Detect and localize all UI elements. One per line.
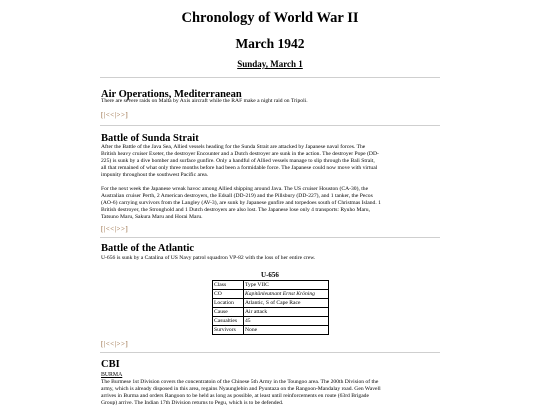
section-heading-atlantic: Battle of the Atlantic — [101, 243, 195, 254]
table-value: 45 — [244, 317, 329, 326]
paragraph-line: For the next week the Japanese wreak havoc among Allied shipping around Java. The US cruiser Houston (CA-30), the — [101, 186, 369, 192]
table-key: CO — [213, 290, 244, 299]
nav-links[interactable] — [101, 225, 128, 233]
section-text-atlantic: U-656 is sunk by a Catalina of US Navy patrol squadron VP-82 with the loss of her entire crew. — [101, 255, 316, 261]
paragraph-line: British heavy cruiser Exeter, the destroyer Encounter and a Dutch destroyer are sunk in the action. The destroyer Pope (DD- — [101, 151, 379, 157]
paragraph-line: The Burmese 1st Division covers the concentratoin of the Chinese 5th Army in the Toungoo area. The 200th Division of the — [101, 379, 379, 385]
table-key: Survivors — [213, 326, 244, 335]
section-heading-mediterranean: Air Operations, Mediterranean — [101, 89, 242, 100]
paragraph-line: army, which is already disposed in this area, regains Nyaunglebin and Pyuntaza on the Rangoon-Mandalay road. Gen Wavell — [101, 386, 381, 392]
table-key: Casualties — [213, 317, 244, 326]
table-value: Atlantic, S of Cape Race — [244, 299, 329, 308]
table-row — [213, 299, 329, 308]
paragraph-line: British destroyer, the Stronghold and 1 Dutch destroyers are also lost. The Japanese lose only 4 transports: Ryuho Maru, — [101, 207, 370, 213]
divider — [100, 237, 440, 238]
section-heading-sunda-strait: Battle of Sunda Strait — [101, 133, 199, 144]
table-value — [244, 290, 329, 299]
paragraph-line: impunity throughout the southwest Pacific area. — [101, 172, 209, 178]
month-heading: March 1942 — [235, 36, 305, 51]
divider — [100, 352, 440, 353]
section-text-sunda-strait-p2 — [101, 186, 439, 221]
section-heading-cbi: CBI — [101, 359, 120, 370]
nav-link-group[interactable]: [|<<|>>] — [101, 225, 129, 233]
nav-link-group[interactable]: [|<<|>>] — [101, 340, 129, 348]
nav-links[interactable] — [101, 340, 128, 348]
uboat-table — [212, 280, 329, 335]
table-key: Location — [213, 299, 244, 308]
section-text-cbi — [101, 379, 439, 407]
table-value: Air attack — [244, 308, 329, 317]
table-value: Type VIIC — [244, 281, 329, 290]
paragraph-line: Tatsuno Maru, Sakura Maru and Horai Maru. — [101, 214, 203, 220]
paragraph-line: 225) is sunk by a dive bomber and surface gunfire. Only a handful of Allied vessels manage to slip through the Bali Strait, — [101, 158, 375, 164]
table-key: Class — [213, 281, 244, 290]
section-text-mediterranean: There are severe raids on Malta by Axis aircraft while the RAF make a night raid on Tripoli. — [101, 98, 308, 104]
paragraph-line: Australian cruiser Perth, 2 American destroyers, the Edsall (DD-219) and the Pillsbury (DD-227), and 1 tanker, the Pecos — [101, 193, 373, 199]
divider — [100, 77, 440, 78]
subheading-burma[interactable]: BURMA — [101, 372, 123, 378]
table-row — [213, 290, 329, 299]
table-row — [213, 281, 329, 290]
divider — [100, 125, 440, 126]
table-value-italic: Kapitänleutnant Ernst Kröning — [245, 291, 315, 297]
paragraph-line: arrives in Burma and orders Rangoon to be held as long as possible, at least until reinforcements en route (63rd Brigade — [101, 393, 369, 399]
table-value: None — [244, 326, 329, 335]
page-title: Chronology of World War II — [181, 10, 359, 26]
day-heading[interactable]: Sunday, March 1 — [237, 59, 303, 69]
nav-link-group[interactable]: [|<<|>>] — [101, 111, 129, 119]
paragraph-line: Group) arrive. The Indian 17th Division returns to Pegu, which is to be defended. — [101, 400, 284, 406]
paragraph-line: (AO-6) carrying survivors from the Langley (AV-3), are sunk by Japanese gunfire and torpedoes south of Christmas Island. 1 — [101, 200, 381, 206]
table-row — [213, 326, 329, 335]
section-text-sunda-strait-p1 — [101, 144, 439, 179]
nav-links[interactable] — [101, 111, 128, 119]
paragraph-line: all that remained of what only three months before had been a formidable force. The Japanese could now move with virtual — [101, 165, 378, 171]
table-row — [213, 317, 329, 326]
uboat-table-title: U-656 — [261, 271, 279, 279]
table-key: Cause — [213, 308, 244, 317]
table-row — [213, 308, 329, 317]
paragraph-line: After the Battle of the Java Sea, Allied vessels heading for the Sunda Strait are attacked by Japanese naval forces. The — [101, 144, 366, 150]
